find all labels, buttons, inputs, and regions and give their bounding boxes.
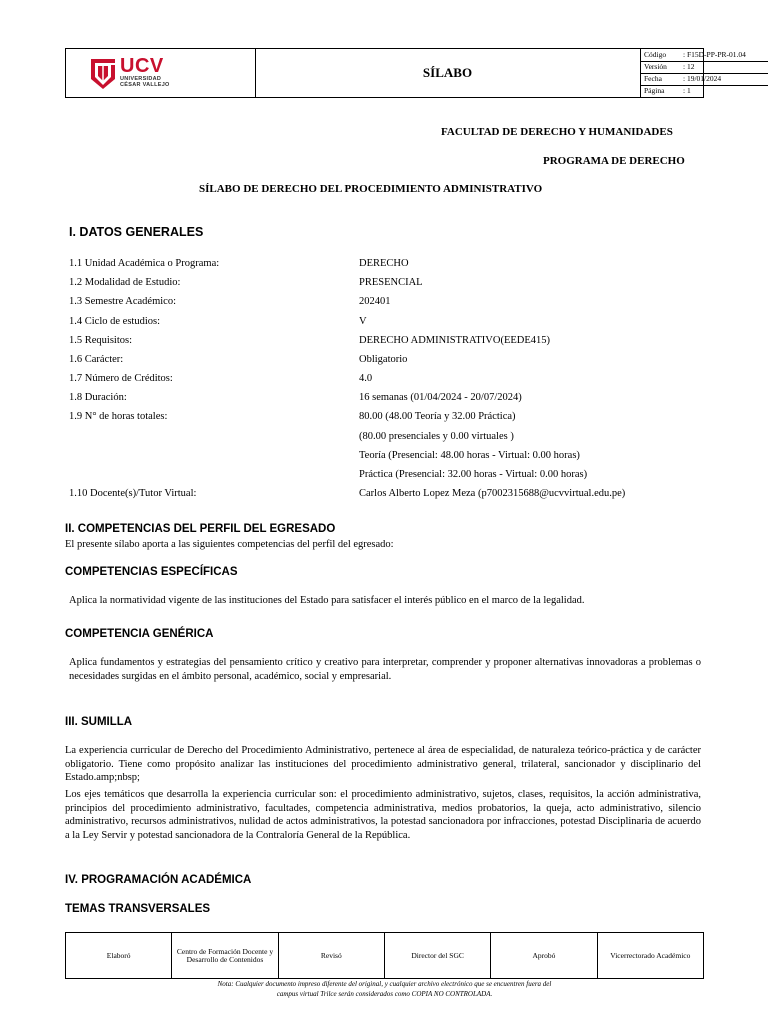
row-label: 1.2 Modalidad de Estudio: bbox=[69, 277, 181, 288]
footer-note bbox=[65, 979, 704, 999]
row-label: 1.7 Número de Créditos: bbox=[69, 373, 173, 384]
row-label: 1.4 Ciclo de estudios: bbox=[69, 316, 160, 327]
row-value: 202401 bbox=[359, 296, 391, 307]
row-label: 1.3 Semestre Académico: bbox=[69, 296, 177, 307]
meta-value: : 19/01/2024 bbox=[683, 74, 722, 83]
sumilla-paragraph-1: La experiencia curricular de Derecho del Procedimiento Administrativo, pertenece al área de especialidad, de naturaleza teórico-práctica y de carácter obligatorio. Tiene como propósito analizar las instituciones del procedimiento administrativo general, trilateral, sancionador y disciplinario del Estado.amp;nbsp; bbox=[65, 745, 701, 783]
syllabus-title: SÍLABO DE DERECHO DEL PROCEDIMIENTO ADMINISTRATIVO bbox=[199, 183, 543, 195]
meta-block bbox=[641, 49, 746, 97]
faculty-title: FACULTAD DE DERECHO Y HUMANIDADES bbox=[441, 126, 673, 138]
row-label: 1.9 N° de horas totales: bbox=[69, 411, 168, 422]
meta-key: Versión bbox=[644, 62, 667, 71]
section-3-title: III. SUMILLA bbox=[65, 716, 133, 728]
document-header bbox=[65, 48, 746, 98]
meta-value: : 1 bbox=[683, 86, 691, 95]
row-value: DERECHO bbox=[359, 258, 409, 269]
row-value: Carlos Alberto Lopez Meza (p7002315688@ucvvirtual.edu.pe) bbox=[359, 488, 626, 499]
meta-row-page bbox=[641, 85, 768, 97]
footer-note-line-1: Nota: Cualquier documento impreso diferente del original, y cualquier archivo electrónico que se encuentren fuera del bbox=[217, 980, 552, 988]
row-value: V bbox=[359, 316, 367, 327]
approval-table bbox=[65, 932, 704, 979]
sumilla-paragraph-2: Los ejes temáticos que desarrolla la experiencia curricular son: el procedimiento administrativo, sujetos, clases, requisitos, la acción administrativa, principios del procedimiento administrativo, facultades, competencia administrativa, medios probatorios, la queja, acto administrativo, silencio administrativo, recursos administrativos, nulidad de actos administrativos, la potestad sancionadora por infracciones, potestad Disciplinaria de acuerdo a la Ley Servir y potestad sancionadora de la Contraloría General de la República. bbox=[65, 789, 701, 841]
footer-cell-reviso: Revisó bbox=[279, 933, 385, 978]
row-value: Práctica (Presencial: 32.00 horas - Virtual: 0.00 horas) bbox=[359, 469, 588, 480]
generic-competency-title: COMPETENCIA GENÉRICA bbox=[65, 628, 214, 640]
meta-key: Fecha bbox=[644, 74, 662, 83]
specific-competencies-text: Aplica la normatividad vigente de las instituciones del Estado para satisfacer el interés público en el marco de la legalidad. bbox=[69, 595, 585, 606]
row-value: 80.00 (48.00 Teoría y 32.00 Práctica) bbox=[359, 411, 516, 422]
logo-cell bbox=[66, 49, 256, 97]
row-value: 4.0 bbox=[359, 373, 373, 384]
footer-cell-centro: Centro de Formación Docente y Desarrollo de Contenidos bbox=[172, 933, 278, 978]
meta-value: : 12 bbox=[683, 62, 695, 71]
footer-cell-vicerrectorado: Vicerrectorado Académico bbox=[610, 950, 691, 960]
row-value: Teoría (Presencial: 48.00 horas - Virtual: 0.00 horas) bbox=[359, 450, 580, 461]
row-value: DERECHO ADMINISTRATIVO(EEDE415) bbox=[359, 335, 551, 346]
meta-key: Código bbox=[644, 50, 667, 59]
logo-ucv: UCV bbox=[120, 55, 164, 77]
specific-competencies-title: COMPETENCIAS ESPECÍFICAS bbox=[65, 566, 238, 578]
row-value: Obligatorio bbox=[359, 354, 408, 365]
row-label: 1.8 Duración: bbox=[69, 392, 127, 403]
row-label: 1.1 Unidad Académica o Programa: bbox=[69, 258, 220, 269]
footer-cell-aprobo: Aprobó bbox=[491, 933, 597, 978]
row-value: 16 semanas (01/04/2024 - 20/07/2024) bbox=[359, 392, 522, 403]
section-4-title: IV. PROGRAMACIÓN ACADÉMICA bbox=[65, 874, 252, 886]
transversal-topics-title: TEMAS TRANSVERSALES bbox=[65, 903, 211, 915]
logo-sub-1: UNIVERSIDAD bbox=[120, 76, 162, 82]
row-label: 1.10 Docente(s)/Tutor Virtual: bbox=[69, 488, 197, 499]
section-2-intro: El presente sílabo aporta a las siguientes competencias del perfil del egresado: bbox=[65, 539, 394, 550]
doc-type-title: SÍLABO bbox=[255, 49, 641, 97]
footer-cell-elaboro: Elaboró bbox=[66, 933, 172, 978]
meta-key: Página bbox=[644, 86, 665, 95]
row-value: (80.00 presenciales y 0.00 virtuales ) bbox=[359, 431, 514, 442]
logo-sub-2: CÉSAR VALLEJO bbox=[120, 82, 170, 88]
generic-competency-text: Aplica fundamentos y estrategias del pensamiento crítico y creativo para interpretar, comprender y proponer alternativas innovadoras a problemas o necesidades surgidas en el ámbito personal, académico, social y empresarial. bbox=[69, 657, 701, 682]
ucv-logo-icon bbox=[91, 57, 115, 89]
footer-note-line-2: campus virtual Trilce serán considerados como COPIA NO CONTROLADA. bbox=[276, 990, 493, 998]
row-label: 1.5 Requisitos: bbox=[69, 335, 133, 346]
program-title: PROGRAMA DE DERECHO bbox=[543, 155, 685, 167]
row-value: PRESENCIAL bbox=[359, 277, 423, 288]
row-label: 1.6 Carácter: bbox=[69, 354, 124, 365]
meta-value: : F15D-PP-PR-01.04 bbox=[683, 50, 746, 59]
footer-cell-director: Director del SGC bbox=[385, 933, 491, 978]
section-2-title: II. COMPETENCIAS DEL PERFIL DEL EGRESADO bbox=[65, 523, 336, 535]
logo-text bbox=[120, 56, 170, 88]
section-1-title: I. DATOS GENERALES bbox=[69, 225, 204, 239]
